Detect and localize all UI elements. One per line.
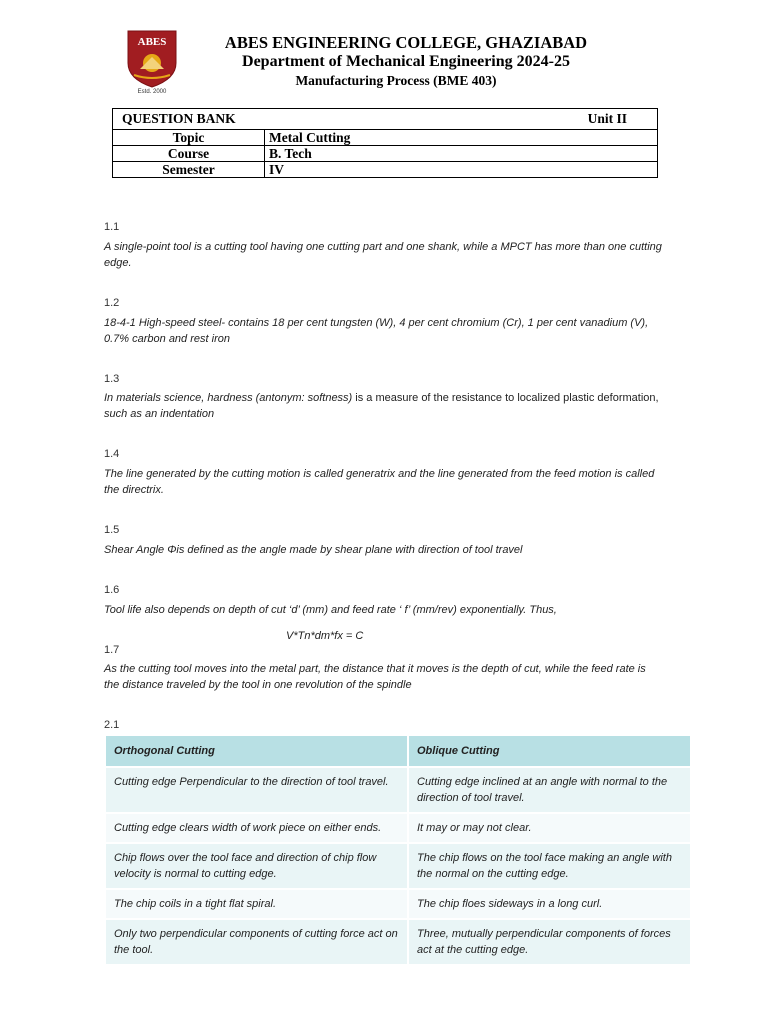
answer-text: 18-4-1 High-speed steel- contains 18 per cent tungsten (W), 4 per cent chromium (Cr), 1 per cent vanadium (V), 0.7% carbon and rest iron [104, 317, 649, 345]
question-number: 1.1 [104, 221, 120, 233]
meta-key: Semester [113, 162, 265, 178]
answer-text-part: is a measure of the resistance to localized plastic deformation, [352, 392, 659, 404]
question-bank-info-table [112, 108, 658, 178]
answer-text: The line generated by the cutting motion is called generatrix and the line generated from the feed motion is called the directrix. [104, 468, 655, 496]
table-row [113, 162, 658, 178]
meta-key: Course [113, 146, 265, 162]
table-row [113, 146, 658, 162]
college-name: ABES ENGINEERING COLLEGE, GHAZIABAD [224, 33, 588, 52]
unit-label: Unit II [587, 111, 627, 126]
tool-life-formula: V*Tn*dm*fx = C [286, 630, 364, 642]
department-name: Department of Mechanical Engineering 2024-25 [242, 53, 570, 70]
answer-text: Tool life also depends on depth of cut ‘d’ (mm) and feed rate ‘ f’ (mm/rev) exponentially. Thus, [104, 604, 557, 616]
table-row [113, 130, 658, 146]
table-cell: Cutting edge clears width of work piece on either ends. [106, 814, 407, 842]
table-row [106, 768, 690, 812]
column-header: Oblique Cutting [409, 736, 690, 766]
answer-text: A single-point tool is a cutting tool having one cutting part and one shank, while a MPCT has more than one cutting edge. [104, 241, 662, 269]
table-cell: Three, mutually perpendicular components of forces act at the cutting edge. [409, 920, 690, 964]
logo-text: ABES [137, 36, 167, 48]
table-cell: The chip coils in a tight flat spiral. [106, 890, 407, 918]
table-cell: The chip flows on the tool face making an angle with the normal on the cutting edge. [409, 844, 690, 888]
answer-text: As the cutting tool moves into the metal part, the distance that it moves is the depth of cut, while the feed rate is the distance traveled by the tool in one revolution of the spindle [104, 663, 646, 691]
table-cell: The chip floes sideways in a long curl. [409, 890, 690, 918]
bank-title: QUESTION BANK [122, 111, 236, 126]
question-number: 1.4 [104, 448, 120, 460]
table-row [106, 920, 690, 964]
table-row [106, 814, 690, 842]
table-cell: Cutting edge Perpendicular to the direction of tool travel. [106, 768, 407, 812]
logo-estd: Estd. 2000 [137, 89, 167, 95]
bank-title-cell [113, 109, 658, 130]
meta-value: Metal Cutting [265, 130, 658, 146]
question-number: 1.3 [104, 373, 120, 385]
question-number: 2.1 [104, 719, 120, 731]
column-header: Orthogonal Cutting [106, 736, 407, 766]
question-number: 1.5 [104, 524, 120, 536]
table-cell: Cutting edge inclined at an angle with normal to the direction of tool travel. [409, 768, 690, 812]
question-number: 1.2 [104, 297, 120, 309]
table-cell: It may or may not clear. [409, 814, 690, 842]
meta-key: Topic [113, 130, 265, 146]
subject-name: Manufacturing Process (BME 403) [295, 73, 497, 88]
question-number: 1.6 [104, 584, 120, 596]
table-cell: Only two perpendicular components of cutting force act on the tool. [106, 920, 407, 964]
table-row [106, 844, 690, 888]
table-header-row [106, 736, 690, 766]
table-row [113, 109, 658, 130]
meta-value: IV [265, 162, 658, 178]
table-row [106, 890, 690, 918]
meta-value: B. Tech [265, 146, 658, 162]
answer-text [104, 390, 664, 422]
cutting-comparison-table [104, 734, 692, 966]
answer-text-part: such as an indentation [104, 408, 215, 420]
answer-text-part: In materials science, hardness (antonym: softness) [104, 392, 353, 404]
answer-text: Shear Angle Φis defined as the angle made by shear plane with direction of tool travel [104, 544, 523, 556]
table-cell: Chip flows over the tool face and direction of chip flow velocity is normal to cutting edge. [106, 844, 407, 888]
question-number: 1.7 [104, 644, 120, 656]
